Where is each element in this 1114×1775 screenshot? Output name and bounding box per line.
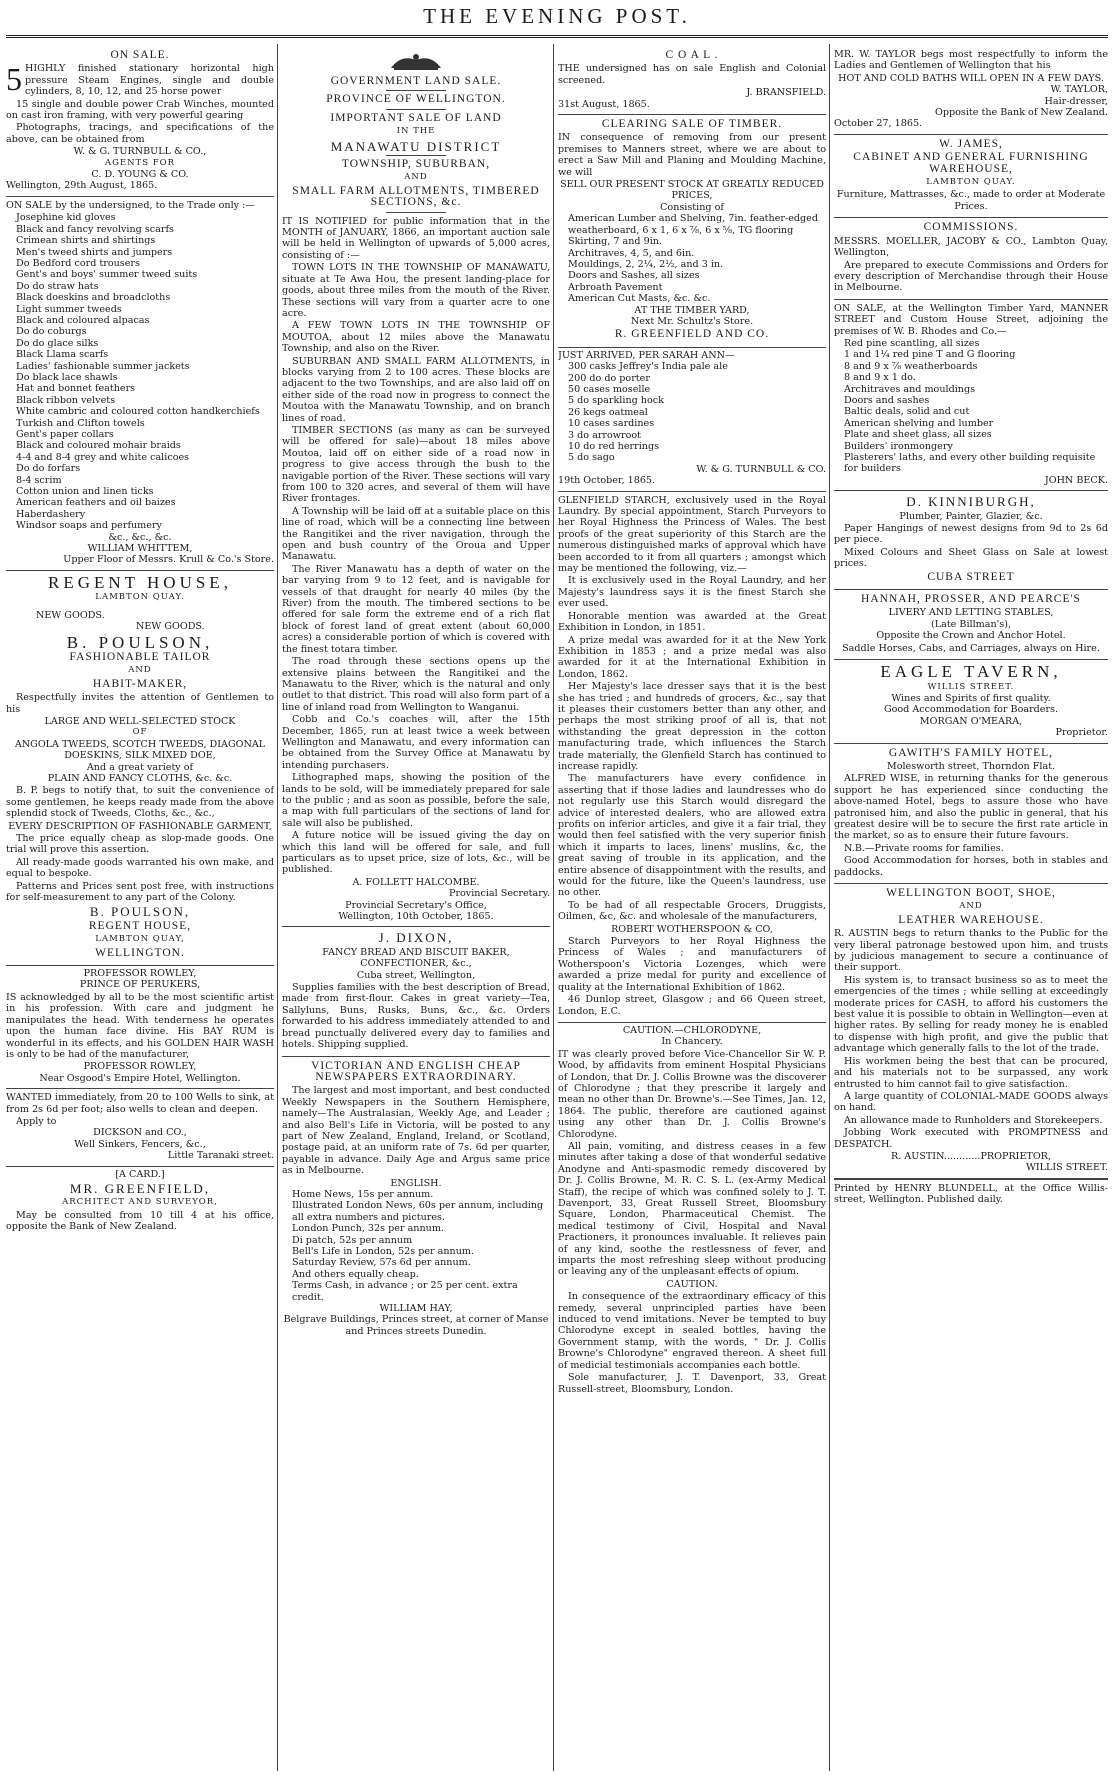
ad-text: The River Manawatu has a depth of water on the bar varying from 9 to 12 feet, and is navigable for vessels of that draught for nearly 40 miles (by the River) from the mouth. The timbered sections to be offered for sale form the extreme end of a rich flat block of forest land of great extent (about 60,000 acres) a considerable portion of which is covered with the finest totara timber.: [282, 563, 550, 655]
ad-title: C O A L .: [665, 49, 719, 61]
ad-text: TOWN LOTS IN THE TOWNSHIP OF MANAWATU, situate at Te Awa Hou, the present landing-place for goods, about three miles from the mouth of the River. These sections will vary from a quarter acre to one acre.: [282, 262, 550, 319]
ad-title: VICTORIAN AND ENGLISH CHEAP NEWSPAPERS EXTRAORDINARY.: [311, 1059, 521, 1083]
ad-text: Jobbing Work executed with PROMPTNESS and DESPATCH.: [834, 1127, 1108, 1150]
ad-coal: [558, 46, 826, 115]
town: WELLINGTON.: [95, 946, 185, 959]
signature: W. & G. TURNBULL & CO.: [696, 463, 826, 475]
column-3: [558, 46, 826, 1771]
in-the: IN THE: [396, 126, 436, 137]
list-item: 300 casks Jeffrey's India pale ale: [568, 361, 728, 373]
list-item: Do do coburgs: [16, 326, 87, 338]
ad-text: Mixed Colours and Sheet Glass on Sale at lowest prices.: [834, 546, 1108, 570]
ad-text: Photographs, tracings, and specifications of the above, can be obtained from: [6, 122, 274, 145]
list-item: Josephine kid gloves: [16, 212, 116, 224]
heading: LIVERY AND LETTING STABLES,: [888, 607, 1054, 619]
ad-austin-boots: [834, 884, 1108, 1179]
list-item: Gent's paper collars: [16, 429, 114, 440]
heading: NEW GOODS.: [136, 621, 205, 633]
ad-text: May be consulted from 10 till 4 at his office, opposite the Bank of New Zealand.: [6, 1209, 274, 1233]
merchant-name: MESSRS. MOELLER, JACOBY & CO., Lambton Quay, Wellington,: [834, 235, 1108, 259]
ad-date: 31st August, 1865.: [558, 98, 650, 110]
signature: J. BRANSFIELD.: [746, 87, 826, 99]
ad-date: October 27, 1865.: [834, 118, 923, 130]
list-item: Black and fancy revolving scarfs: [16, 223, 174, 235]
imprint: [834, 1179, 1108, 1211]
heading: LARGE AND WELL-SELECTED STOCK: [44, 715, 236, 727]
address: Near Osgood's Empire Hotel, Wellington.: [39, 1072, 241, 1084]
ad-title: COMMISSIONS.: [923, 221, 1019, 234]
province: PROVINCE OF WELLINGTON.: [326, 93, 506, 106]
address: WILLIS STREET.: [927, 681, 1015, 692]
list-item: Do black lace shawls: [16, 371, 118, 383]
ad-text: TIMBER SECTIONS (as many as can be surveyed will be offered for sale)—about 18 miles above Moutoa, laid off on either side of a road now in progress to give access through the bush to the navigable portion of the River. These sections will vary from 100 to 320 acres, and several of them will have River frontages.: [282, 424, 550, 505]
address: Molesworth street, Thorndon Flat.: [886, 760, 1056, 772]
merchant-address: Upper Floor of Messrs. Krull & Co.'s Store.: [63, 554, 274, 566]
ad-date: Wellington, 10th October, 1865.: [338, 911, 494, 923]
ad-commissions: [834, 218, 1108, 299]
address: Cuba street, Wellington,: [356, 969, 476, 981]
ad-text: Her Majesty's lace dresser says that it is the best she has tried ; and hundreds of grocers, &c., say that it pleases their customers better than any other, and perhaps the most striking proof of all is, that not withstanding the great depression in the cotton manufacturing trade, which influences the Starch trade materially, the Glenfield Starch has continued to increase rapidly.: [558, 681, 826, 772]
ad-text: Good Accommodation for Boarders.: [883, 704, 1059, 716]
list-item: 8 and 9 x 1 do.: [844, 372, 916, 384]
merchant-sub: Well Sinkers, Fencers, &c.,: [74, 1138, 206, 1150]
column-divider: [277, 44, 278, 1771]
list-item: Hat and bonnet feathers: [16, 383, 136, 395]
ad-text: GLENFIELD STARCH, exclusively used in the Royal Laundry. By special appointment, Starch Purveyors to her Royal Highness the Princess of Wales. The best proofs of the great superiority of this Starch are the numerous distinguished marks of approval which have been accorded to it from all quarters ; amongst which may be mentioned the following, viz.—: [558, 494, 826, 575]
ad-gawith-hotel: [834, 744, 1108, 884]
ad-text: His workmen being the best that can be procured, and his materials not to be surpassed, any work entrusted to him cannot fail to give satisfaction.: [834, 1055, 1108, 1090]
ad-text: Cobb and Co.'s coaches will, after the 15th December, 1865, run at least twice a week between Wellington and Manawatu, and every information can be obtained from the Survey Office at Manawatu by intending purchasers.: [282, 714, 550, 771]
proprietor-name: B. POULSON,: [89, 904, 191, 920]
list-item: American Lumber and Shelving, 7in. feather-edged weatherboard, 6 x 1, 6 x ⅞, 6 x ⅝, TG flooring: [568, 213, 818, 236]
list-item: London Punch, 32s per annum.: [292, 1223, 444, 1235]
ad-text: 15 single and double power Crab Winches, mounted on cast iron framing, with very powerful gearing: [6, 98, 274, 122]
ad-taylor-baths: [834, 46, 1108, 135]
ad-subtitle: In Chancery.: [661, 1036, 723, 1048]
apply: Apply to: [16, 1115, 57, 1127]
list-item: Black Llama scarfs: [16, 349, 109, 361]
ad-title: CAUTION.—CHLORODYNE,: [622, 1024, 762, 1036]
ad-date: Wellington, 29th August, 1865.: [6, 180, 158, 192]
etc: &c., &c., &c.: [108, 531, 172, 543]
list-item: 26 kegs oatmeal: [568, 406, 648, 418]
list-item: 10 do red herrings: [568, 441, 660, 452]
goods-list: [6, 212, 274, 531]
address: LAMBTON QUAY.: [95, 592, 185, 603]
list-item: Light summer tweeds: [16, 303, 122, 315]
address: 46 Dunlop street, Glasgow ; and 66 Queen street, London, E.C.: [558, 994, 826, 1017]
ad-clearing-sale: [558, 115, 826, 348]
address: LAMBTON QUAY.: [926, 177, 1016, 188]
ad-text: The largest and most important, and best conducted Weekly Newspapers in the Southern Hemisphere, namely—The Australasian, Weekly Age, and Leader ; and also Bell's Life in Victoria, will be posted to any part of New Zealand, England, Ireland, or Scotland, postage paid, at an uniform rate of 7s. 6d per quarter, payable in advance. Daily Age and Argus same price as in Melbourne.: [282, 1085, 550, 1177]
list-item: Cotton union and linen ticks: [16, 486, 154, 498]
ad-kinniburgh: [834, 491, 1108, 590]
ad-eagle-tavern: [834, 660, 1108, 743]
and: AND: [404, 172, 428, 183]
ad-title: D. KINNIBURGH,: [906, 494, 1036, 510]
ad-text: ALFRED WISE, in returning thanks for the generous support he has experienced since conducting the above-named Hotel, begs to assure those who have patronised him, and also the public in general, that his greatest desire will be to secure the first rate article in the market, so as to ensure their future favours.: [834, 773, 1108, 842]
list-item: American shelving and lumber: [844, 417, 994, 429]
ad-title: REGENT HOUSE,: [48, 572, 232, 592]
district: MANAWATU DISTRICT: [330, 138, 502, 154]
ad-text: Furniture, Mattrasses, &c., made to order at Moderate Prices.: [836, 189, 1106, 212]
ad-text: Patterns and Prices sent post free, with instructions for self-measurement to any part of the Colony.: [6, 880, 274, 904]
heading: NEW GOODS.: [36, 609, 105, 621]
merchant-name: ROBERT WOTHERSPOON & CO,: [611, 923, 773, 935]
list-item: 10 cases sardines: [568, 418, 655, 430]
trade: FASHIONABLE TAILOR: [69, 650, 211, 663]
divider: [386, 155, 446, 156]
address: Belgrave Buildings, Princes street, at corner of Manse and Princes streets Dunedin.: [283, 1314, 549, 1337]
ad-text: Lithographed maps, showing the position of the lands to be sold, will be immediately prepared for sale to the public ; and as soon as possible, before the sale, a map with full particulars of the sections of land for sale will also be published.: [282, 772, 550, 829]
signature: PROFESSOR ROWLEY,: [83, 1061, 197, 1073]
list-item: Skirting, 7 and 9in.: [568, 236, 663, 248]
list-item: Home News, 15s per annum.: [292, 1188, 434, 1200]
ad-text: Supplies families with the best description of Bread, made from first-flour. Cakes in great variety—Tea, Sallyluns, Buns, Rusks, Buns, &c., &c. Orders forwarded to his address immediately attended to and bread punctually delivered every day to families and hotels. Shipping supplied.: [282, 982, 550, 1051]
list-item: Gent's and boys' summer tweed suits: [16, 269, 198, 281]
signature: WILLIAM HAY,: [379, 1303, 453, 1315]
signature: JOHN BECK.: [1044, 474, 1108, 486]
divider: [386, 109, 446, 110]
ad-title: GOVERNMENT LAND SALE.: [330, 75, 502, 87]
list-item: Plate and sheet glass, all sizes: [844, 429, 992, 441]
heading: LEATHER WAREHOUSE.: [898, 913, 1044, 926]
list-item: Red pine scantling, all sizes: [844, 337, 980, 349]
ad-rowley: [6, 966, 274, 1089]
drop-numeral: 5: [6, 61, 22, 98]
ad-text: (Late Billman's),: [930, 618, 1012, 630]
list-item: Plasterers' laths, and every other building requisite for builders: [844, 452, 1096, 475]
ad-text: IT was clearly proved before Vice-Chancellor Sir W. P. Wood, by affidavits from eminent Hospital Physicians of London, that Dr. J. Collis Browne was the discoverer of Chlorodyne ; that they prescribe it largely and mean no other than Dr. Browne's.—See Times, Jan. 12, 1864. The public, therefore are cautioned against using any other than Dr. J. Collis Browne's Chlorodyne.: [558, 1048, 826, 1140]
ad-text: Consisting of: [660, 201, 724, 213]
address: CUBA STREET: [927, 570, 1015, 583]
ad-title: WELLINGTON BOOT, SHOE,: [886, 887, 1056, 899]
list-item: American Cut Masts, &c. &c.: [568, 293, 711, 305]
list-item: Black doeskins and broadcloths: [16, 292, 171, 304]
heading: CABINET AND GENERAL FURNISHING WAREHOUSE,: [853, 151, 1089, 175]
list-item: Di patch, 52s per annum: [292, 1234, 413, 1246]
list-item: Doors and sashes: [844, 394, 930, 406]
column-divider: [829, 44, 830, 1771]
list-item: Ladies' fashionable summer jackets: [16, 360, 190, 372]
signature: MORGAN O'MEARA,: [919, 715, 1023, 727]
heading: ENGLISH.: [390, 1177, 442, 1189]
list-item: Black ribbon velvets: [16, 394, 116, 406]
ad-text: The road through these sections opens up the extensive plains between the Rangitikei and the Manawatu to the River, which is the natural and only outlet to that district. This road will also form part of a line of inland road from Wellington to Wanganui.: [282, 656, 550, 713]
address: WILLIS STREET.: [1025, 1162, 1108, 1174]
heading: AT THE TIMBER YARD,: [634, 304, 750, 316]
list-item: 1 and 1¼ red pine T and G flooring: [844, 349, 1016, 361]
ad-intro: ON SALE by the undersigned, to the Trade only :—: [6, 199, 255, 211]
list-item: Architraves and mouldings: [844, 383, 976, 395]
ad-text: THE undersigned has on sale English and Colonial screened.: [558, 63, 826, 86]
ad-title: W. JAMES,: [939, 137, 1003, 150]
list-item: Turkish and Clifton towels: [16, 417, 145, 429]
ad-text: MR. W. TAYLOR begs most respectfully to inform the Ladies and Gentlemen of Wellington that his: [834, 49, 1108, 72]
ad-text: R. AUSTIN begs to return thanks to the Public for the very liberal patronage bestowed upon him, and trusts by judicious management to secure a continuance of their support.: [834, 928, 1108, 974]
heading: ANGOLA TWEEDS, SCOTCH TWEEDS, DIAGONAL DOESKINS, SILK MIXED DOE,: [14, 738, 266, 762]
of: OF: [132, 727, 148, 738]
office: Provincial Secretary's Office,: [345, 899, 487, 911]
column-4: [834, 46, 1108, 1771]
profession: ARCHITECT AND SURVEYOR,: [62, 1197, 218, 1208]
ad-title: J. DIXON,: [378, 930, 454, 946]
address: Opposite the Crown and Anchor Hotel.: [876, 630, 1066, 642]
ad-text: Respectfully invites the attention of Gentlemen to his: [6, 692, 274, 715]
proprietor-name: B. POULSON,: [66, 632, 214, 652]
merchant-name: C. D. YOUNG & CO.: [91, 169, 189, 181]
ad-wanted: [6, 1089, 274, 1166]
ad-text: B. P. begs to notify that, to suit the convenience of some gentlemen, he keeps ready made from the above splendid stock of Tweeds, Cloths, &c., &c.,: [6, 785, 274, 820]
signature: A. FOLLETT HALCOMBE.: [352, 876, 480, 888]
ad-text: All ready-made goods warranted his own make, and equal to bespoke.: [6, 856, 274, 880]
ad-title: JUST ARRIVED, PER SARAH ANN—: [558, 349, 735, 361]
ad-text: Saddle Horses, Cabs, and Carriages, always on Hire.: [842, 642, 1100, 654]
masthead-rule: [6, 35, 1108, 38]
list-item: Arbroath Pavement: [568, 281, 663, 293]
ad-text: Wines and Spirits of first quality.: [891, 692, 1051, 704]
address: Opposite the Bank of New Zealand.: [934, 107, 1108, 119]
list-item: 8 and 9 x ⅞ weatherboards: [844, 360, 978, 372]
and: AND: [128, 665, 152, 676]
agents-label: AGENTS FOR: [104, 157, 176, 168]
ad-dixon: [282, 927, 550, 1056]
house-name: REGENT HOUSE,: [88, 919, 192, 932]
ad-text: An allowance made to Runholders and Storekeepers.: [844, 1114, 1103, 1126]
ad-james-furniture: [834, 135, 1108, 218]
ad-date: 19th October, 1865.: [558, 475, 656, 487]
ad-whittem: [6, 197, 274, 571]
crown-emblem-icon: [386, 50, 446, 72]
list-item: Mouldings, 2, 2¼, 2½, and 3 in.: [568, 258, 724, 270]
ad-just-arrived: [558, 348, 826, 492]
heading: PLAIN AND FANCY CLOTHS, &c. &c.: [47, 772, 233, 784]
ad-land-sale: [282, 46, 550, 927]
ad-text: His system is, to transact business so as to meet the emergencies of the times ; while selling at exceedingly moderate prices for CASH, to afford his customers the best value it is possible to obtain in Wellington—even at higher rates. By selling for ready money he is enabled to dispense with high profit, and give the public that advantage which generally falls to the lot of the trade.: [834, 974, 1108, 1055]
list-item: Windsor soaps and perfumery: [16, 520, 162, 532]
ad-text: The price equally cheap as slop-made goods. One trial will prove this assertion.: [6, 833, 274, 856]
list-item: 8-4 scrim: [16, 474, 62, 486]
ad-text: Honorable mention was awarded at the Great Exhibition in London, in 1851.: [558, 610, 826, 634]
ad-text: Starch Purveyors to her Royal Highness the Princess of Wales ; and manufacturers of Wotherspoon's Victoria Lozenges, which were awarded a prize medal for purity and excellence of quality at the International Exhibition of 1862.: [558, 936, 826, 993]
divider: [386, 90, 446, 91]
list-item: Do do straw hats: [16, 280, 99, 292]
merchant-name: DICKSON and CO.,: [93, 1127, 187, 1139]
ad-intro: ON SALE, at the Wellington Timber Yard, MANNER STREET and Custom House Street, adjoining the premises of W. B. Rhodes and Co.—: [834, 302, 1108, 337]
trade: FANCY BREAD AND BISCUIT BAKER, CONFECTIONER, &c.,: [322, 946, 510, 970]
list-item: Terms Cash, in advance ; or 25 per cent. extra credit.: [292, 1280, 518, 1303]
ad-glenfield-starch: [558, 492, 826, 1023]
masthead: THE EVENING POST.: [423, 4, 691, 28]
list-item: And others equally cheap.: [292, 1268, 419, 1280]
trade: Plumber, Painter, Glazier, &c.: [899, 510, 1043, 522]
merchant-name: WILLIAM WHITTEM,: [87, 543, 193, 555]
signature: W. TAYLOR,: [1050, 84, 1108, 96]
arrived-list: [558, 361, 826, 464]
ad-text: Sole manufacturer, J. T. Davenport, 33, Great Russell-street, Bloomsbury, London.: [558, 1372, 826, 1395]
column-divider: [553, 44, 554, 1771]
ad-text: And a great variety of: [86, 761, 194, 773]
list-item: Black and coloured alpacas: [16, 314, 150, 326]
divider: [386, 212, 446, 213]
heading: EVERY DESCRIPTION OF FASHIONABLE GARMENT,: [8, 820, 272, 832]
list-item: White cambric and coloured cotton handkerchiefs: [16, 406, 260, 418]
ad-text: IN consequence of removing from our present premises to Manners street, where we are about to erect a Saw Mill and Planing and Moulding Machine, we will: [558, 132, 826, 178]
ad-text: It is exclusively used in the Royal Laundry, and her Majesty's laundress says it is the finest Starch she ever used.: [558, 575, 826, 610]
ad-regent-house: [6, 571, 274, 966]
list-item: 4-4 and 8-4 grey and white calicoes: [16, 451, 190, 463]
address: Little Taranaki street.: [167, 1150, 274, 1162]
ad-beck-timber: [834, 300, 1108, 492]
ad-title: EAGLE TAVERN,: [880, 662, 1062, 682]
signature: R. GREENFIELD AND CO.: [614, 328, 770, 341]
list-item: Do do forfars: [16, 463, 81, 475]
heading: TOWNSHIP, SUBURBAN,: [341, 158, 491, 171]
list-item: Black and coloured mohair braids: [16, 440, 181, 452]
english-papers-list: [282, 1189, 550, 1303]
ad-title: GAWITH'S FAMILY HOTEL,: [888, 746, 1054, 759]
ad-text: A large quantity of COLONIAL-MADE GOODS always on hand.: [834, 1090, 1108, 1114]
ad-title: ON SALE.: [110, 49, 170, 61]
address: LAMBTON QUAY,: [95, 934, 185, 945]
list-item: Saturday Review, 57s 6d per annum.: [292, 1257, 471, 1269]
list-item: 50 cases moselle: [568, 383, 651, 395]
heading: IMPORTANT SALE OF LAND: [330, 111, 502, 124]
list-item: Baltic deals, solid and cut: [844, 406, 970, 418]
list-item: Haberdashery: [16, 508, 86, 520]
ad-text: A future notice will be issued giving the day on which this land will be offered for sale, and full particulars as to upset price, size of lots, &c., will be published.: [282, 830, 550, 876]
list-item: 5 do sparkling hock: [568, 395, 664, 407]
timber-list: [558, 213, 826, 304]
ad-text: All pain, vomiting, and distress ceases in a few minutes after taking a dose of that wonderful sedative Anodyne and Anti-spasmodic remedy discovered by Dr. J. Collis Browne, M. R. C. S. L. (ex-Army Medical Staff), the recipe of which was confined solely to J. T. Davenport, 33, Great Russell Street, Bloomsbury Square, London, Pharmaceutical Chemist. The medical testimony of Civil, Hospital and Naval Practioners, it pronounces invaluable. It relieves pain of any kind, soothe the restlessness of fever, and imparts the most refreshing sleep without producing or leaving any of the unpleasant effects of opium.: [558, 1140, 826, 1278]
ad-title: CLEARING SALE OF TIMBER.: [601, 118, 783, 131]
heading: SMALL FARM ALLOTMENTS, TIMBERED SECTIONS, &c.: [292, 184, 540, 209]
merchant-name: W. & G. TURNBULL & CO.,: [73, 146, 207, 158]
ad-text: To be had of all respectable Grocers, Druggists, Oilmen, &c, &c. and wholesale of the manufacturers,: [558, 899, 826, 923]
list-item: American feathers and oil baizes: [16, 497, 176, 509]
ad-title: MR. GREENFIELD,: [69, 1180, 211, 1196]
ad-text: A Township will be laid off at a suitable place on this line of road, which will be a connecting line between the Rangitikei and the river navigation, through the open and bush country of the Oroua and Upper Manawatu.: [282, 505, 550, 563]
ad-text: IT IS NOTIFIED for public information that in the MONTH of JANUARY, 1866, an important auction sale will be held in Wellington of upwards of 5,000 acres, consisting of :—: [282, 215, 550, 261]
ad-subtitle: PRINCE OF PERUKERS,: [79, 979, 201, 991]
heading: HOT AND COLD BATHS WILL OPEN IN A FEW DAYS.: [838, 72, 1104, 84]
column-1: [6, 46, 274, 1771]
heading: CAUTION.: [666, 1278, 718, 1290]
signature-title: Provincial Secretary.: [448, 888, 550, 900]
ad-text: Good Accommodation for horses, both in stables and paddocks.: [834, 855, 1108, 878]
list-item: Crimean shirts and shirtings: [16, 235, 156, 247]
signature-title: Proprietor.: [1055, 727, 1108, 739]
ad-title: PROFESSOR ROWLEY,: [83, 968, 197, 980]
ad-text: The manufacturers have every confidence in asserting that if those ladies and laundresses who do not regularly use this Starch would disregard the advice of interested dealers, who are allowed extra profits on inferior articles, and give it a fair trial, they would then feel satisfied with the very superior finish which it imparts to laces, linens' muslins, &c, the great saving of trouble in its application, and the entire absence of disappointment with the results, and would for the future, like the Queen's laundress, use no other.: [558, 773, 826, 899]
list-item: Builders' ironmongery: [844, 440, 953, 452]
list-item: Doors and Sashes, all sizes: [568, 270, 700, 282]
ad-text: Paper Hangings of newest designs from 9d to 2s 6d per piece.: [834, 523, 1108, 546]
list-item: 200 do do porter: [568, 372, 650, 384]
ad-text: A prize medal was awarded for it at the New York Exhibition in 1853 ; and a prize medal was also awarded for it at the International Exhibition in London, 1862.: [558, 634, 826, 680]
and: AND: [959, 901, 983, 912]
list-item: 3 do arrowroot: [568, 429, 641, 441]
timber-list: [834, 338, 1108, 475]
ad-chlorodyne: [558, 1023, 826, 1400]
list-item: Illustrated London News, 60s per annum, including all extra numbers and pictures.: [292, 1200, 544, 1223]
ad-newspapers: [282, 1057, 550, 1342]
list-item: Men's tweed shirts and jumpers: [16, 246, 173, 258]
card-label: [A CARD.]: [115, 1168, 165, 1180]
list-item: Architraves, 4, 5, and 6in.: [568, 247, 695, 259]
ad-text: IS acknowledged by all to be the most scientific artist in his profession. With care and judgment he manipulates the head. With tenderness he operates upon the human face divine. His BAY RUM is wonderful in its effects, and his GOLDEN HAIR WASH is only to be had of the manufacturer,: [6, 991, 274, 1060]
signature: R. AUSTIN............PROPRIETOR,: [890, 1150, 1052, 1162]
column-2: [282, 46, 550, 1771]
ad-text: SUBURBAN AND SMALL FARM ALLOTMENTS, in blocks varying from 2 to 100 acres. These blocks are adjacent to the two Townships, and are also laid off on either side of the road now in progress to connect the Moutoa with the Manawatu Township, and on branch lines of road.: [282, 355, 550, 424]
ad-livery-stables: [834, 590, 1108, 660]
list-item: Do Bedford cord trousers: [16, 257, 140, 269]
trade: Hair-dresser,: [1044, 95, 1108, 107]
ad-engines: [6, 46, 274, 197]
printer-imprint: Printed by HENRY BLUNDELL, at the Office Willis-street, Wellington. Published daily.: [834, 1182, 1108, 1206]
trade: HABIT-MAKER,: [92, 677, 188, 690]
ad-text: In consequence of the extraordinary efficacy of this remedy, several unprincipled parties have been induced to vend imitations. Never be tempted to buy Chlorodyne except in sealed bottles, having the Government stamp, with the words, " Dr. J. Collis Browne's Chlorodyne" engraved thereon. A sheet full of medicial testimonials accompanies each bottle.: [558, 1291, 826, 1371]
ad-greenfield-card: [6, 1167, 274, 1238]
ad-text: A FEW TOWN LOTS IN THE TOWNSHIP OF MOUTOA, about 12 miles above the Manawatu Township, and also on the River.: [282, 320, 550, 355]
list-item: 5 do sago: [568, 452, 615, 464]
list-item: Do do glace silks: [16, 337, 99, 349]
list-item: Bell's Life in London, 52s per annum.: [292, 1246, 475, 1257]
ad-title: HANNAH, PROSSER, AND PEARCE'S: [861, 593, 1081, 606]
heading: SELL OUR PRESENT STOCK AT GREATLY REDUCED PRICES,: [560, 179, 824, 202]
ad-text: N.B.—Private rooms for families.: [844, 842, 1004, 854]
ad-text: Are prepared to execute Commissions and Orders for every description of Merchandise through their House in Melbourne.: [834, 259, 1108, 294]
ad-text: HIGHLY finished stationary horizontal high pressure Steam Engines, single and double cylinders, 8, 10, 12, and 25 horse power: [25, 63, 274, 98]
ad-text: WANTED immediately, from 20 to 100 Wells to sink, at from 2s 6d per foot; also wells to clean and deepen.: [6, 1092, 274, 1115]
address: Next Mr. Schultz's Store.: [630, 315, 754, 327]
